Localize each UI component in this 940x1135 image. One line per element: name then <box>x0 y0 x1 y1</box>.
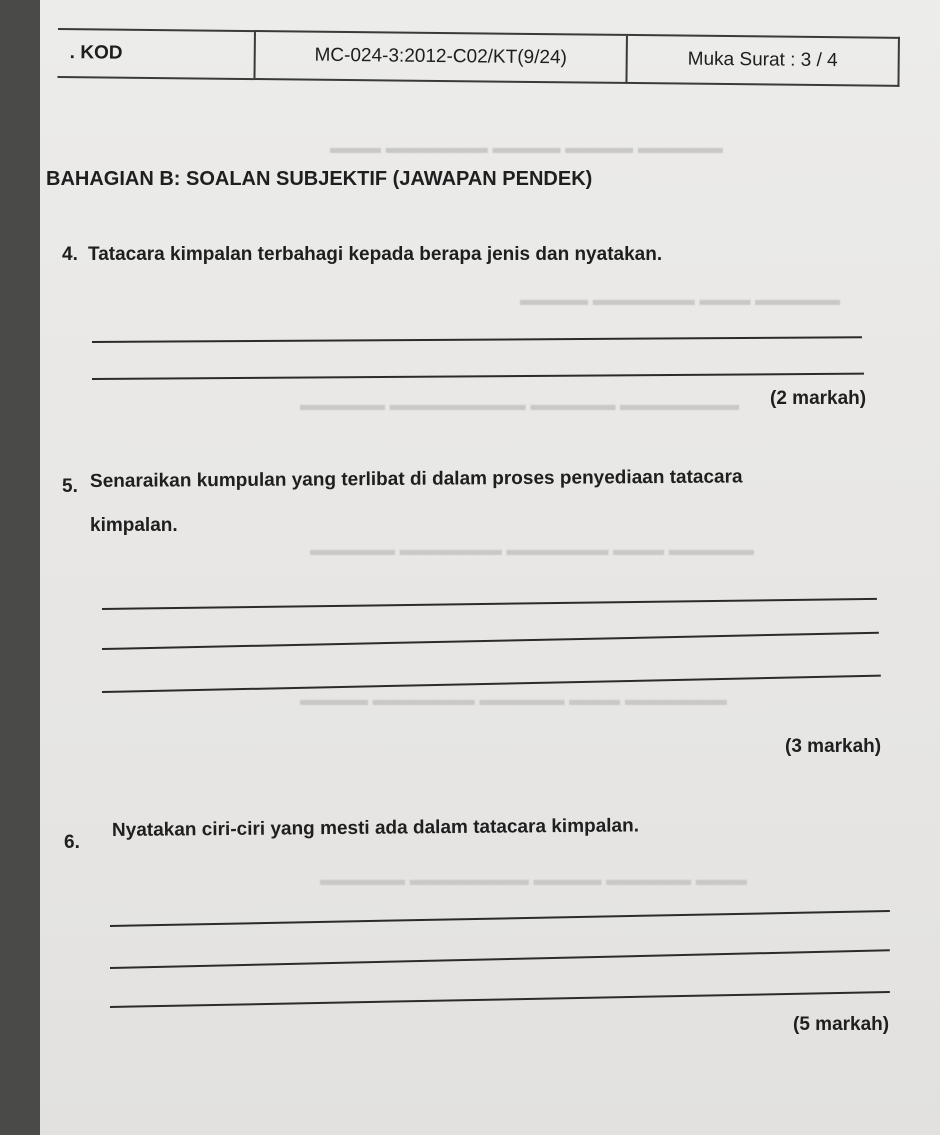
question-6-number: 6. <box>64 832 80 853</box>
header-table <box>57 28 899 87</box>
question-4-text: Tatacara kimpalan terbahagi kepada berapa jenis dan nyatakan. <box>88 244 663 265</box>
show-through-text: ▬▬▬▬▬ ▬▬▬▬▬▬▬▬ ▬▬▬▬▬ ▬▬▬▬▬▬▬ <box>300 395 740 414</box>
question-6-text: Nyatakan ciri-ciri yang mesti ada dalam tatacara kimpalan. <box>111 815 640 841</box>
header-kod: . KOD <box>57 30 255 78</box>
question-5-marks: (3 markah) <box>785 736 882 757</box>
question-6-marks: (5 markah) <box>793 1014 890 1035</box>
question-4-number: 4. <box>62 244 78 265</box>
question-4-marks: (2 markah) <box>770 388 867 409</box>
show-through-text: ▬▬▬▬▬ ▬▬▬▬▬▬ ▬▬▬▬▬▬ ▬▬▬ ▬▬▬▬▬ <box>310 540 754 559</box>
question-5-text-line1: Senaraikan kumpulan yang terlibat di dalam proses penyediaan tatacara <box>89 466 743 492</box>
question-5-number: 5. <box>62 476 78 497</box>
question-5-text-line2: kimpalan. <box>90 515 178 536</box>
show-through-text: ▬▬▬ ▬▬▬▬▬▬ ▬▬▬▬ ▬▬▬▬ ▬▬▬▬▬ <box>330 138 723 157</box>
show-through-text: ▬▬▬▬ ▬▬▬▬▬▬ ▬▬▬▬▬ ▬▬▬ ▬▬▬▬▬▬ <box>300 690 727 709</box>
section-title: BAHAGIAN B: SOALAN SUBJEKTIF (JAWAPAN PENDEK) <box>46 168 593 190</box>
show-through-text: ▬▬▬▬▬ ▬▬▬▬▬▬▬ ▬▬▬▬ ▬▬▬▬▬ ▬▬▬ <box>320 870 747 889</box>
header-code: MC-024-3:2012-C02/KT(9/24) <box>255 32 627 82</box>
header-page-number: Muka Surat : 3 / 4 <box>687 48 838 72</box>
show-through-text: ▬▬▬▬ ▬▬▬▬▬▬ ▬▬▬ ▬▬▬▬▬ <box>520 290 841 309</box>
